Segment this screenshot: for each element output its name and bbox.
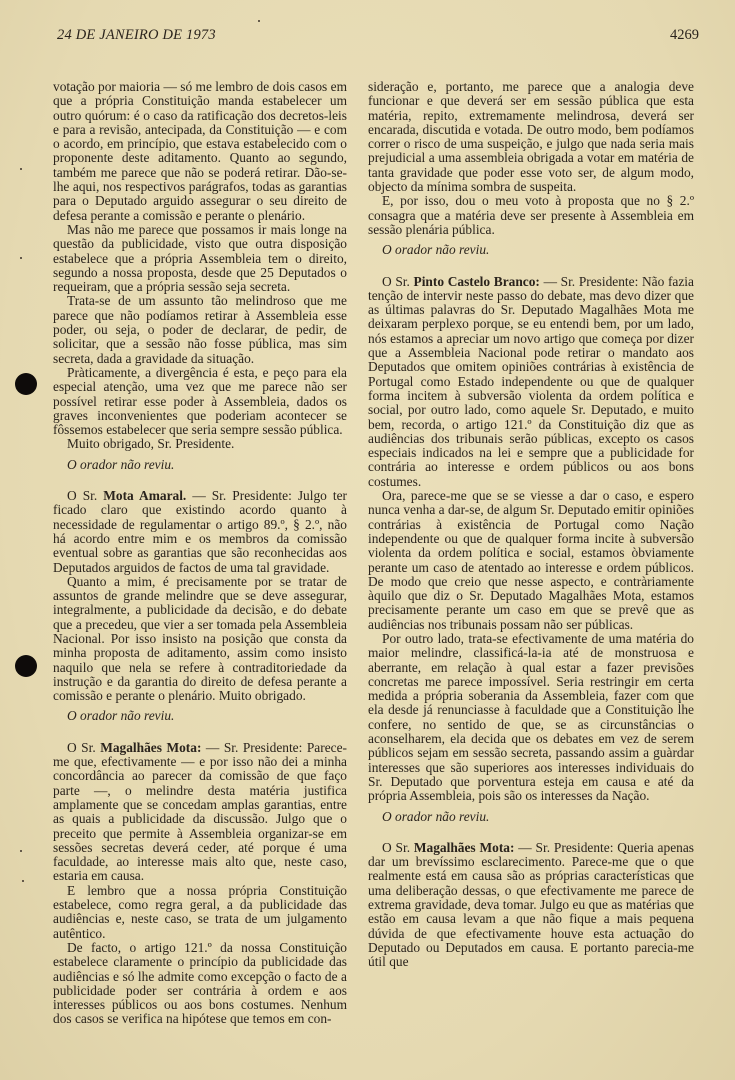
punch-hole-upper <box>15 373 37 395</box>
speech-prefix: O Sr. <box>382 839 414 855</box>
speaker-note: O orador não reviu. <box>382 808 490 824</box>
paragraph: Trata-se de um assunto tão melindroso que me parece que não podíamos retirar à Assembleia esse poder, ou seja, o poder de declarar, de pedir, de solicitar, que a sessão não fosse pública, mas sim secreta, dada a gravidade da situação. <box>53 293 347 366</box>
paragraph: E, por isso, dou o meu voto à proposta que no § 2.º consagra que a matéria deve ser presente à Assembleia em sessão plenária pública. <box>368 193 694 237</box>
paragraph: De facto, o artigo 121.º da nossa Constituição estabelece claramente o princípio da publicidade das audiências e só lhe admite como excepção o facto de a publicidade poder ser contrária à ordem e aos interesses públicos ou aos bons costumes. Nenhum dos casos se verifica na hipótese que temos em con- <box>53 939 347 1027</box>
paper-speck <box>20 850 22 852</box>
speech-magalhaes-mota <box>368 841 694 970</box>
speaker-note: O orador não reviu. <box>67 708 175 724</box>
paper-speck <box>20 257 22 259</box>
speech-text: — Sr. Presidente: Julgo ter ficado claro que existindo acordo quanto à necessidade de regulamentar o artigo 89.º, § 2.º, não há acordo entre mim e os membros da comissão eventual sobre as garantias que são reconhecidas aos Deputados arguidos de factos de uma tal gravidade. <box>53 488 347 575</box>
paragraph: Pràticamente, a divergência é esta, e peço para ela especial atenção, uma vez que me parece não ser possível retirar esse poder à Assembleia, dados os graves inconvenientes que poderiam acontecer se fôssemos estabelecer que seria sempre sessão pública. <box>53 364 347 438</box>
paragraph: Mas não me parece que possamos ir mais longe na questão da publicidade, visto que outra disposição estabelece que a própria Assembleia tem o direito, segundo a nossa proposta, desde que 25 Deputados o requeiram, que a própria sessão seja secreta. <box>53 221 347 295</box>
speech-text: — Sr. Presidente: Não fazia tenção de intervir neste passo do debate, mas devo dizer que as últimas palavras do Sr. Deputado Magalhães Mota me deixaram perplexo porque, se eu entendi bem, por um lado, nós estamos a apreciar um novo artigo que começa por dizer que a Assembleia Nacional pode retirar o mandato aos Deputados que omitem opiniões contrárias à existência de Portugal como Estado independente ou que de qualquer forma incitem à subversão violenta da ordem política e social, por outro lado, como aquele Sr. Deputado, e muito bem, recorda, o artigo 121.º da Constituição diz que as audiências dos tribunais serão públicas, excepto os casos especiais indicados na lei e sempre que a publicidade for contrária ao interesse e ordem públicos ou aos bons costumes. <box>368 273 694 489</box>
speech-text: — Sr. Presidente: Queria apenas dar um brevíssimo esclarecimento. Parece-me que o que realmente está em causa são as próprias características que uma deliberação dessas, o que efectivamente me parece de extrema gravidade, deva tomar. Julgo eu que as matérias que estão em causa levam a que não fique a mais pequena dúvida de que efectivamente houve esta actuação do Deputado ou Deputados em causa. E portanto parecia-me útil que <box>368 839 694 970</box>
speaker-name: Magalhães Mota: <box>100 739 202 755</box>
paragraph: Quanto a mim, é precisamente por se tratar de assuntos de grande melindre que se deve assegurar, integralmente, a publicidade da decisão, e do debate que a precedeu, que vier a ser tomada pela Assembleia Nacional. Por isso insisto na posição que consta da minha proposta de aditamento, assim como insisto naquilo que nela se refere à contraditoriedade da instrução e da garantia do direito de defesa perante a comissão e perante o plenário. Muito obrigado. <box>53 573 347 704</box>
speech-magalhaes-mota <box>53 741 347 884</box>
paragraph: Por outro lado, trata-se efectivamente de uma matéria do maior melindre, classificá-la-ia até de monstruosa e aberrante, em relação à qual estar a fazer previsões concretas me parece impossível. Seria restringir em certa medida a própria soberania da Assembleia, fazer com que ela desde já renunciasse à faculdade que a Constituição lhe confere, no sentido de que, se as circunstâncias o aconselharem, ela decida que os debates em vez de serem públicos sejam em sessão secreta, passando assim a guàrdar interesses que são superiores aos interesses individuais do Sr. Deputado que porventura esteja em causa e até da própria Assembleia, pois são os interesses da Nação. <box>368 630 694 804</box>
speech-prefix: O Sr. <box>382 273 414 289</box>
speech-prefix: O Sr. <box>67 739 101 755</box>
punch-hole-lower <box>15 655 37 677</box>
page-header <box>57 27 699 47</box>
paragraph: Ora, parece-me que se se viesse a dar o caso, e espero nunca venha a dar-se, de algum Sr. Deputado emitir opiniões contrárias à existência de Portugal como Nação independente ou que de qualquer forma incite à subversão violenta da ordem política e social, estamos òbviamente perante um caso de atentado ao interesse e ordem públicos. De modo que creio que nesse aspecto, e contràriamente àquilo que diz o Sr. Deputado Magalhães Mota, estamos precisamente perante um caso em que se prevê que as audiências nos tribunais possam não ser públicas. <box>368 488 694 632</box>
left-column <box>53 80 347 1027</box>
page-number: 4269 <box>670 27 699 43</box>
paper-speck <box>258 20 260 22</box>
paragraph: E lembro que a nossa própria Constituição estabelece, como regra geral, a da publicidade das audiências e, neste caso, se trata de um julgamento autêntico. <box>53 882 347 941</box>
speaker-note: O orador não reviu. <box>67 456 175 472</box>
header-date: 24 DE JANEIRO DE 1973 <box>57 27 216 43</box>
speech-text: — Sr. Presidente: Parece-me que, efectivamente — e por isso não dei a minha concordância ao parecer da comissão de que faço parte —, o melindre desta matéria justifica amplamente que se concedam amplas garantias, entre as quais a publicidade da discussão. Julgo que o preceito que permite à Assembleia organizar-se em sessões secretas deverá ceder, até porque é uma faculdade, ao interesse mais alto que, neste caso, estaria em causa. <box>53 739 347 884</box>
speech-prefix: O Sr. <box>67 488 104 504</box>
paper-speck <box>20 168 22 170</box>
speaker-name: Pinto Castelo Branco: <box>413 273 540 289</box>
right-column <box>368 80 694 970</box>
speaker-note: O orador não reviu. <box>382 242 490 258</box>
paragraph: votação por maioria — só me lembro de dois casos em que a própria Constituição manda estabelecer um outro quórum: é o caso da ratificação dos decretos-leis e para a revisão, antecipada, da Constituição — e com o acordo, em princípio, que estava estabelecido com o proponente deste aditamento. Quanto ao segundo, também me parece que não se poderá retirar. Dão-se-lhe aqui, nos respectivos parágrafos, todas as garantias para o Deputado arguido assegurar o seu direito de defesa perante a comissão e perante o plenário. <box>53 79 347 223</box>
speaker-name: Mota Amaral. <box>103 488 187 504</box>
speaker-name: Magalhães Mota: <box>413 839 515 855</box>
speech-mota-amaral <box>53 489 347 575</box>
paragraph: sideração e, portanto, me parece que a analogia deve funcionar e que deverá ser em sessão pública que esta matéria, repito, extremamente melindrosa, deverá ser encarada, discutida e votada. De outro modo, bem podíamos correr o risco de uma suspeição, e julgo que nada seria mais prejudicial a uma assembleia obrigada a votar em matéria de tanta gravidade que poder esse voto ser, de algum modo, objecto da mínima sombra de suspeita. <box>368 79 694 195</box>
speech-pinto-castelo-branco <box>368 275 694 489</box>
paragraph: Muito obrigado, Sr. Presidente. <box>67 436 235 452</box>
paper-speck <box>22 880 24 882</box>
